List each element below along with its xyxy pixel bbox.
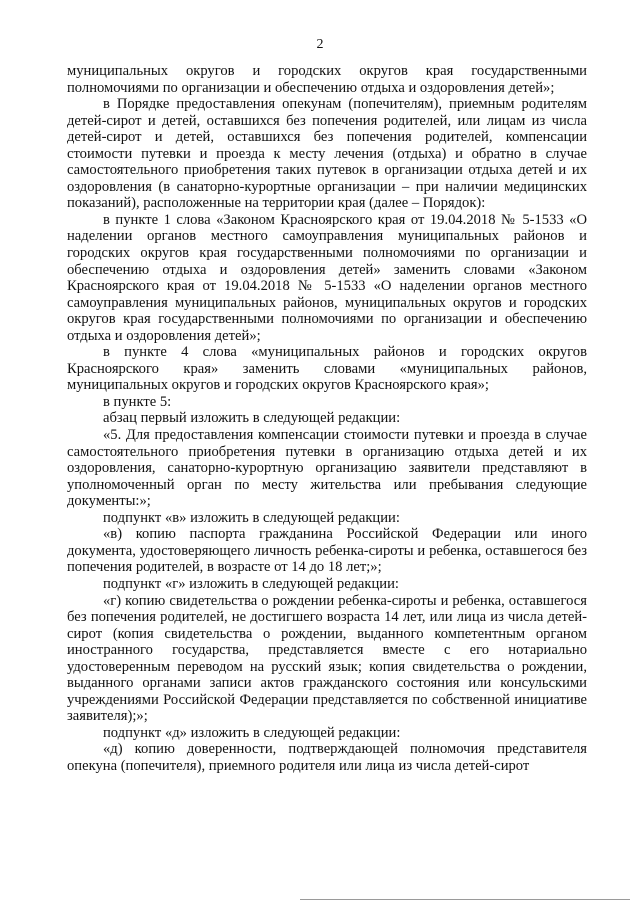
paragraph: в пункте 4 слова «муниципальных районов и городских округов Красноярского края» заменить словами «муниципальных районов, муниципальных округов и городских округов Красноярского края»;	[67, 344, 587, 394]
paragraph: подпункт «г» изложить в следующей редакции:	[103, 575, 399, 592]
paragraph: муниципальных округов и городских округов края государственными полномочиями по организации и обеспечению отдыха и оздоровления детей»;	[67, 63, 587, 96]
paragraph: «в) копию паспорта гражданина Российской Федерации или иного документа, удостоверяющего личность ребенка-сироты и ребенка, оставшегося без попечения родителей, в возрасте от 14 до 18 лет;»;	[67, 526, 587, 576]
paragraph: абзац первый изложить в следующей редакции:	[103, 410, 401, 427]
paragraph: в пункте 1 слова «Законом Красноярского края от 19.04.2018 № 5-1533 «О наделении органов местного самоуправления муниципальных районов и городских округов края государственными полномочиями по организации и обеспечению отдыха и оздоровления детей» заменить словами «Законом Красноярского края от 19.04.2018 № 5-1533 «О наделении органов местного самоуправления муниципальных районов, муниципальных округов и городских округов края государственными полномочиями по организации и обеспечению отдыха и оздоровления детей»;	[67, 211, 587, 344]
paragraph: в пункте 5:	[103, 393, 172, 410]
bottom-rule	[300, 899, 630, 900]
paragraph: «д) копию доверенности, подтверждающей полномочия представителя опекуна (попечителя), приемного родителя или лица из числа детей-сирот	[67, 741, 587, 774]
page-number: 2	[316, 37, 324, 52]
paragraph: подпункт «в» изложить в следующей редакции:	[103, 509, 400, 526]
paragraph: в Порядке предоставления опекунам (попечителям), приемным родителям детей-сирот и детей, оставшихся без попечения родителей, или лицам из числа детей-сирот и детей, оставшихся без попечения родителей, компенсации стоимости путевки и проезда к месту лечения (отдыха) и обратно в случае самостоятельного приобретения таких путевок в организации отдыха детей и их оздоровления (в санаторно-курортные организации – при наличии медицинских показаний), расположенные на территории края (далее – Порядок):	[67, 96, 587, 212]
paragraph: «г) копию свидетельства о рождении ребенка-сироты и ребенка, оставшегося без попечения родителей, не достигшего возраста 14 лет, или лица из числа детей-сирот (копия свидетельства о рождении, выданного компетентным органом иностранного государства, представляется вместе с его нотариально удостоверенным переводом на русский язык; копия свидетельства о рождении, выданного органами записи актов гражданского состояния или консульскими учреждениями Российской Федерации представляется по собственной инициативе заявителя);»;	[67, 592, 587, 725]
document-body	[67, 63, 587, 775]
paragraph: «5. Для предоставления компенсации стоимости путевки и проезда в случае самостоятельного приобретения путевки в организацию отдыха детей и их оздоровления, санаторно-курортную организацию заявители представляют в уполномоченный орган по месту жительства или пребывания следующие документы:»;	[67, 427, 587, 510]
paragraph: подпункт «д» изложить в следующей редакции:	[103, 724, 401, 741]
